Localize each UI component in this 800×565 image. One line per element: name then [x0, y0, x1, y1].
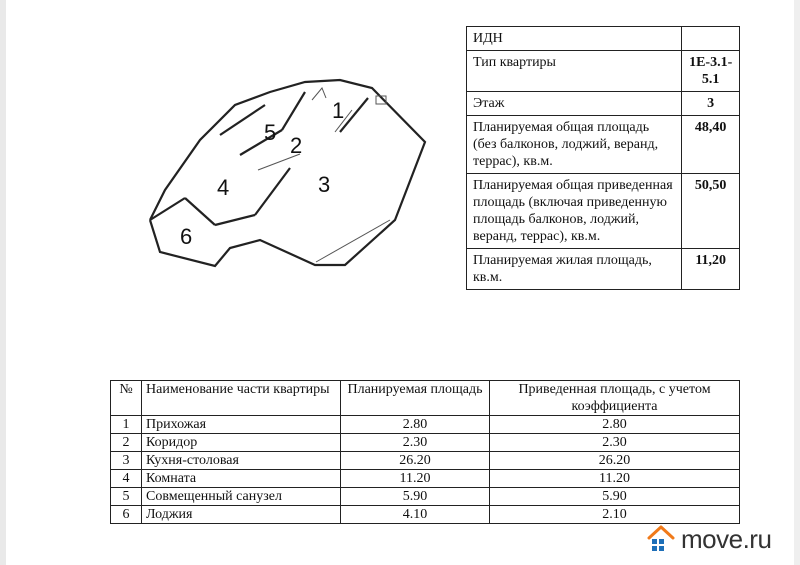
brand-text: move.ru — [681, 523, 772, 554]
plan-wall-kitchen-left — [255, 168, 290, 215]
room-label-2: 2 — [290, 133, 303, 158]
left-frame-strip — [0, 0, 6, 565]
table-row — [111, 434, 740, 452]
cell-name: Совмещенный санузел — [142, 488, 341, 506]
info-value: 11,20 — [682, 249, 740, 290]
room-label-6: 6 — [180, 224, 193, 249]
cell-area: 5.90 — [341, 488, 490, 506]
cell-area: 2.30 — [341, 434, 490, 452]
floor-plan — [140, 70, 440, 280]
room-label-5: 5 — [264, 120, 277, 145]
col-header-name: Наименование части квартиры — [142, 381, 341, 416]
cell-reduced: 26.20 — [490, 452, 740, 470]
rooms-table — [110, 380, 740, 524]
right-frame-strip — [794, 0, 800, 565]
col-header-reduced: Приведенная площадь, с учетом коэффициента — [490, 381, 740, 416]
col-header-area: Планируемая площадь — [341, 381, 490, 416]
col-header-no: № — [111, 381, 142, 416]
cell-area: 4.10 — [341, 506, 490, 524]
cell-no: 1 — [111, 416, 142, 434]
info-row-reduced-area — [467, 174, 740, 249]
cell-name: Прихожая — [142, 416, 341, 434]
cell-reduced: 2.10 — [490, 506, 740, 524]
info-label: Планируемая общая приведенная площадь (включая приведенную площадь балконов, лоджий, веранд, террас), кв.м. — [467, 174, 682, 249]
info-label: Планируемая жилая площадь, кв.м. — [467, 249, 682, 290]
table-row — [111, 452, 740, 470]
info-value: 48,40 — [682, 116, 740, 174]
cell-area: 26.20 — [341, 452, 490, 470]
cell-no: 4 — [111, 470, 142, 488]
move-ru-logo — [647, 524, 771, 554]
info-row-floor — [467, 92, 740, 116]
plan-wall-bath — [220, 105, 265, 135]
cell-reduced: 5.90 — [490, 488, 740, 506]
cell-name: Комната — [142, 470, 341, 488]
cell-reduced: 2.80 — [490, 416, 740, 434]
cell-no: 3 — [111, 452, 142, 470]
cell-name: Лоджия — [142, 506, 341, 524]
info-label: ИДН — [467, 27, 682, 51]
plan-entry-arrow — [312, 88, 326, 100]
info-row-idn — [467, 27, 740, 51]
plan-wall-balcony-inner — [185, 198, 215, 225]
cell-name: Кухня-столовая — [142, 452, 341, 470]
room-label-4: 4 — [217, 175, 230, 200]
cell-name: Коридор — [142, 434, 341, 452]
cell-no: 6 — [111, 506, 142, 524]
table-row — [111, 470, 740, 488]
info-label: Тип квартиры — [467, 51, 682, 92]
info-value: 50,50 — [682, 174, 740, 249]
floor-plan-drawing — [140, 70, 440, 280]
info-value: 3 — [682, 92, 740, 116]
info-label: Этаж — [467, 92, 682, 116]
table-row — [111, 416, 740, 434]
plan-window-line — [316, 220, 390, 262]
house-logo-icon — [647, 524, 675, 554]
plan-wall-room4-kitchen — [215, 215, 255, 225]
table-row — [111, 506, 740, 524]
info-value — [682, 27, 740, 51]
plan-wall-corridor — [282, 92, 305, 130]
cell-no: 2 — [111, 434, 142, 452]
table-row — [111, 488, 740, 506]
cell-reduced: 11.20 — [490, 470, 740, 488]
room-label-3: 3 — [318, 172, 331, 197]
info-value: 1Е-3.1-5.1 — [682, 51, 740, 92]
cell-no: 5 — [111, 488, 142, 506]
room-label-1: 1 — [332, 98, 345, 123]
info-row-type — [467, 51, 740, 92]
info-row-living-area — [467, 249, 740, 290]
rooms-header-row — [111, 381, 740, 416]
info-row-total-area — [467, 116, 740, 174]
apartment-info-table — [466, 26, 740, 290]
cell-area: 2.80 — [341, 416, 490, 434]
info-label: Планируемая общая площадь (без балконов, лоджий, веранд, террас), кв.м. — [467, 116, 682, 174]
cell-reduced: 2.30 — [490, 434, 740, 452]
cell-area: 11.20 — [341, 470, 490, 488]
